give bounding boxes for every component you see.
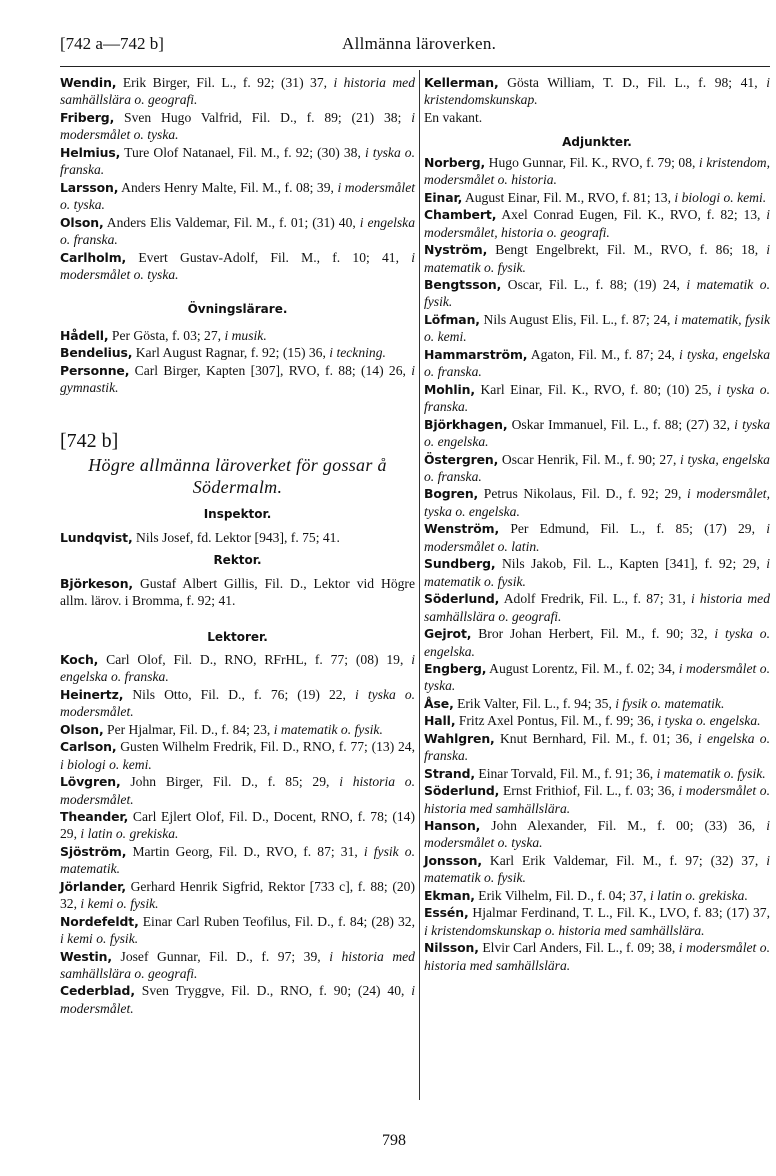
staff-name: Mohlin, [424,381,475,397]
staff-details: Bror Johan Herbert, Fil. M., f. 90; 32, [471,626,715,642]
staff-subjects: i latin o. grekiska. [80,826,179,842]
staff-entry [60,808,415,843]
staff-subjects: i modersmålet o. tyska. [60,249,415,282]
staff-entry [60,362,415,397]
staff-name: Gejrot, [424,626,472,642]
staff-details: Sven Hugo Valfrid, Fil. D., f. 89; (21) 38; [114,109,412,125]
staff-name: Sundberg, [424,556,496,572]
staff-name: Hådell, [60,327,109,343]
staff-entry [60,74,415,109]
staff-details: Per Edmund, Fil. L., f. 85; (17) 29, [499,521,767,537]
staff-entry [424,416,770,451]
section-range: [742 a—742 b] [60,34,164,53]
staff-entry [424,311,770,346]
staff-subjects: i historia med samhällslära o. geografi. [424,591,771,624]
staff-details: Carl Ejlert Olof, Fil. D., Docent, RNO, f. 78; (14) 29, [60,808,415,842]
staff-name: Nordefeldt, [60,913,139,929]
inspektor-entry [60,529,415,546]
staff-entry [60,721,415,738]
staff-subjects: i modersmålet o. historia med samhällslära. [424,940,771,973]
staff-name: Nilsson, [424,940,479,956]
staff-name: Koch, [60,651,99,667]
staff-name: Bogren, [424,486,479,502]
staff-entry [424,189,770,206]
staff-details: Einar Carl Ruben Teofilus, Fil. D., f. 84; (28) 32, [138,913,415,929]
staff-entry [424,817,770,852]
staff-entry [424,625,770,660]
staff-name: Bendelius, [60,345,133,361]
staff-subjects: i modersmålet o. latin. [424,521,770,554]
staff-entry [60,144,415,179]
staff-name: Löfman, [424,311,480,327]
staff-entry [424,381,770,416]
staff-details: Adolf Fredrik, Fil. L., f. 87; 31, [499,591,691,607]
staff-entry [60,738,415,773]
staff-subjects: i teckning. [329,345,386,361]
staff-details: Gerhard Henrik Sigfrid, Rektor [733 c], f. 88; (20) 32, [60,878,415,912]
staff-details: Gustaf Albert Gillis, Fil. D., Lektor vid Högre allm. lärov. i Bromma, f. 92; 41. [60,575,415,608]
staff-details: Gusten Wilhelm Fredrik, Fil. D., RNO, f. 77; (13) 24, [116,739,415,755]
staff-subjects: i biologi o. kemi. [60,756,152,772]
staff-details: Erik Vilhelm, Fil. D., f. 04; 37, [474,887,650,903]
staff-details: Oscar, Fil. L., f. 88; (19) 24, [501,276,687,292]
staff-entry [60,878,415,913]
staff-name: Norberg, [424,154,486,170]
staff-name: Hammarström, [424,346,528,362]
vacancy-note: En vakant. [424,109,483,125]
staff-details: Anders Elis Valdemar, Fil. M., f. 01; (31) 40, [103,214,360,230]
staff-details: John Birger, Fil. D., f. 85; 29, [120,774,340,790]
staff-subjects: i tyska o. franska. [60,144,416,178]
staff-subjects: i modersmålet o. tyska. [60,109,415,143]
staff-subjects: i kristendomskunskap. [424,75,770,108]
staff-subjects: i kristendom, modersmålet o. historia. [424,154,771,188]
staff-details: Carl Olof, Fil. D., RNO, RFrHL, f. 77; (08) 19, [98,651,412,667]
staff-name: Kellerman, [424,75,499,90]
staff-name: Westin, [60,948,113,964]
staff-name: Wenström, [424,521,500,537]
staff-name: Carlholm, [60,249,127,265]
staff-entry [60,214,415,249]
staff-subjects: i modersmålet, historia o. geografi. [424,207,770,240]
staff-name: Åse, [424,695,454,711]
staff-subjects: i historia med samhällslära o. geografi. [60,75,415,108]
staff-subjects: i tyska o. engelska. [424,416,771,450]
staff-entry [424,887,770,904]
staff-name: Cederblad, [60,983,135,999]
staff-entry [424,590,770,625]
staff-details: Ernst Frithiof, Fil. L., f. 03; 36, [499,783,679,799]
column-divider [419,70,420,1100]
staff-name: Östergren, [424,451,499,467]
inspektor-heading: Inspektor. [203,507,272,522]
staff-subjects: i engelska o. franska. [424,730,770,764]
staff-name: Engberg, [424,660,487,676]
staff-entry [60,843,415,878]
staff-details: Karl August Ragnar, f. 92; (15) 36, [132,345,330,361]
staff-entry [424,451,770,486]
staff-entry [424,206,770,241]
staff-entry [60,529,415,546]
staff-entry [424,555,770,590]
staff-details: Per Hjalmar, Fil. D., f. 84; 23, [103,721,274,737]
staff-details: August Lorentz, Fil. M., f. 02; 34, [486,660,679,676]
staff-details: Gösta William, T. D., Fil. L., f. 98; 41, [498,75,767,90]
staff-name: Strand, [424,765,476,781]
rektor-heading: Rektor. [213,553,262,568]
staff-subjects: i latin o. grekiska. [649,887,748,903]
staff-subjects: i tyska, engelska o. franska. [424,451,770,484]
staff-name: Essén, [424,905,469,921]
staff-subjects: i modersmålet o. tyska. [424,660,771,694]
staff-details: Evert Gustav-Adolf, Fil. M., f. 10; 41, [126,249,412,265]
staff-subjects: i fysik o. matematik. [615,695,725,711]
staff-name: Chambert, [424,207,497,223]
staff-details: Hjalmar Ferdinand, T. L., Fil. K., LVO, f. 83; (17) 37, [468,905,770,921]
staff-entry [60,773,415,808]
staff-entry [424,782,770,817]
staff-entry [424,712,770,729]
staff-details: Karl Erik Valdemar, Fil. M., f. 97; (32) 37, [481,852,767,868]
staff-name: Söderlund, [424,783,500,799]
staff-details: Erik Valter, Fil. L., f. 94; 35, [453,695,616,711]
staff-subjects: i gymnastik. [60,362,415,396]
staff-name: Wahlgren, [424,730,495,746]
staff-subjects: i matematik o. fysik. [656,765,766,781]
staff-subjects: i kristendomskunskap o. historia med samhällslära. [424,922,705,938]
header-rule [60,66,770,67]
staff-details: Fritz Axel Pontus, Fil. M., f. 99; 36, [455,713,658,729]
staff-details: Nils August Elis, Fil. L., f. 87; 24, [479,311,675,327]
staff-subjects: i engelska o. franska. [60,651,415,685]
staff-entry [424,730,770,765]
staff-entry [424,346,770,381]
staff-name: Lövgren, [60,774,121,790]
staff-name: Larsson, [60,179,119,195]
staff-name: Friberg, [60,109,115,125]
staff-details: Einar Torvald, Fil. M., f. 91; 36, [475,765,657,781]
staff-details: Karl Einar, Fil. K., RVO, f. 80; (10) 25, [475,381,718,397]
school-code: [742 b] [60,429,119,452]
lektorer-list [60,651,415,1018]
staff-details: Agaton, Fil. M., f. 87; 24, [527,346,679,362]
staff-subjects: i matematik o. fysik. [424,242,770,275]
staff-details: Hugo Gunnar, Fil. K., RVO, f. 79; 08, [485,154,699,170]
staff-details: Nils Otto, Fil. D., f. 76; (19) 22, [123,686,356,702]
staff-details: Carl Birger, Kapten [307], RVO, f. 88; (14) 26, [129,362,412,378]
staff-name: Ekman, [424,887,475,903]
adjunkter-list [424,154,770,974]
teacher-list-continued [60,74,415,283]
ovningslarare-list [60,327,415,397]
staff-name: Theander, [60,808,129,824]
staff-subjects: i engelska o. franska. [60,214,415,248]
staff-subjects: i matematik o. fysik. [424,556,770,589]
staff-details: John Alexander, Fil. M., f. 00; (33) 36, [480,818,767,834]
staff-name: Hall, [424,713,456,729]
staff-subjects: i historia med samhällslära o. geografi. [60,948,415,982]
staff-details: Knut Bernhard, Fil. M., f. 01; 36, [494,730,698,746]
staff-name: Bengtsson, [424,276,502,292]
lektorer-heading: Lektorer. [207,630,268,645]
staff-entry [424,852,770,887]
staff-entry [60,913,415,948]
staff-subjects: i modersmålet. [60,983,415,1016]
staff-name: Björkhagen, [424,416,508,432]
staff-subjects: i tyska, engelska o. franska. [424,346,771,380]
staff-name: Björkeson, [60,575,134,591]
staff-subjects: i historia o. modersmålet. [60,774,415,807]
staff-entry [60,249,415,284]
staff-name: Jonsson, [424,852,482,868]
staff-entry [60,327,415,344]
staff-details: Oskar Immanuel, Fil. L., f. 88; (27) 32, [507,416,735,432]
ovningslarare-heading: Övningslärare. [187,302,288,317]
staff-entry [60,179,415,214]
staff-entry [60,575,415,610]
staff-entry [60,344,415,361]
staff-name: Olson, [60,214,104,230]
staff-subjects: i musik. [224,327,267,343]
staff-name: Einar, [424,189,463,205]
staff-name: Heinertz, [60,686,124,702]
staff-name: Sjöström, [60,843,127,859]
staff-entry [424,765,770,782]
staff-entry [60,109,415,144]
staff-subjects: i matematik o. fysik. [424,852,770,886]
staff-details: Per Gösta, f. 03; 27, [108,327,225,343]
staff-subjects: i fysik o. matematik. [60,843,415,877]
staff-name: Olson, [60,721,104,737]
right-column [424,74,770,974]
staff-name: Wendin, [60,75,117,90]
staff-name: Helmius, [60,144,121,160]
staff-entry [424,939,770,974]
staff-entry [60,948,415,983]
lektorer-list-continued [424,74,770,109]
adjunkter-heading: Adjunkter. [562,135,632,150]
staff-details: Erik Birger, Fil. L., f. 92; (31) 37, [116,75,334,90]
staff-entry [424,241,770,276]
staff-entry [424,276,770,311]
staff-name: Hanson, [424,818,481,834]
staff-details: Sven Tryggve, Fil. D., RNO, f. 90; (24) 40, [134,983,412,999]
staff-subjects: i matematik, fysik o. kemi. [424,311,770,345]
staff-subjects: i kemi o. fysik. [60,931,139,947]
staff-name: Personne, [60,362,130,378]
left-column [60,74,415,1017]
staff-subjects: i modersmålet o. tyska. [60,179,416,213]
staff-details: Oscar Henrik, Fil. M., f. 90; 27, [498,451,681,467]
staff-details: Martin Georg, Fil. D., RVO, f. 87; 31, [126,843,364,859]
staff-name: Nyström, [424,242,488,258]
staff-subjects: i tyska o. engelska. [424,626,771,659]
staff-entry [60,651,415,686]
staff-subjects: i kemi o. fysik. [80,896,159,912]
running-title: Allmänna läroverken. [342,34,497,53]
page-header [60,34,764,64]
staff-entry [60,686,415,721]
staff-subjects: i modersmålet o. tyska. [424,818,770,851]
staff-entry [424,485,770,520]
staff-details: Elvir Carl Anders, Fil. L., f. 09; 38, [478,940,679,956]
staff-name: Carlson, [60,739,117,755]
page-number: 798 [382,1132,406,1149]
staff-entry [424,520,770,555]
staff-subjects: i tyska o. engelska. [657,713,761,729]
staff-entry [424,695,770,712]
staff-subjects: i matematik o. fysik. [273,721,383,737]
staff-details: Bengt Engelbrekt, Fil. M., RVO, f. 86; 18, [487,242,767,258]
staff-name: Söderlund, [424,591,500,607]
staff-details: Nils Josef, fd. Lektor [943], f. 75; 41. [132,529,340,545]
rektor-entry [60,575,415,610]
staff-details: Ture Olof Natanael, Fil. M., f. 92; (30) 38, [120,144,365,160]
staff-entry [424,154,770,189]
staff-subjects: i biologi o. kemi. [674,189,767,205]
staff-subjects: i tyska o. franska. [424,381,770,415]
staff-subjects: i modersmålet, tyska o. engelska. [424,486,770,519]
staff-entry [60,982,415,1017]
staff-name: Jörlander, [60,878,126,894]
staff-subjects: i tyska o. modersmålet. [60,686,416,720]
staff-entry [424,660,770,695]
staff-subjects: i modersmålet o. historia med samhällslära. [424,783,770,816]
staff-subjects: i matematik o. fysik. [424,276,770,310]
staff-details: Axel Conrad Eugen, Fil. K., RVO, f. 82; 13, [496,207,767,223]
staff-details: Anders Henry Malte, Fil. M., f. 08; 39, [118,179,338,195]
staff-details: Nils Jakob, Fil. L., Kapten [341], f. 92; 29, [495,556,767,572]
staff-details: Josef Gunnar, Fil. D., f. 97; 39, [112,948,330,964]
staff-entry [424,74,770,109]
staff-name: Lundqvist, [60,529,133,545]
staff-details: Petrus Nikolaus, Fil. D., f. 92; 29, [478,486,687,502]
staff-details: August Einar, Fil. M., RVO, f. 81; 13, [462,189,675,205]
school-title: Högre allmänna läroverket för gossar å Södermalm. [88,455,387,498]
staff-entry [424,904,770,939]
